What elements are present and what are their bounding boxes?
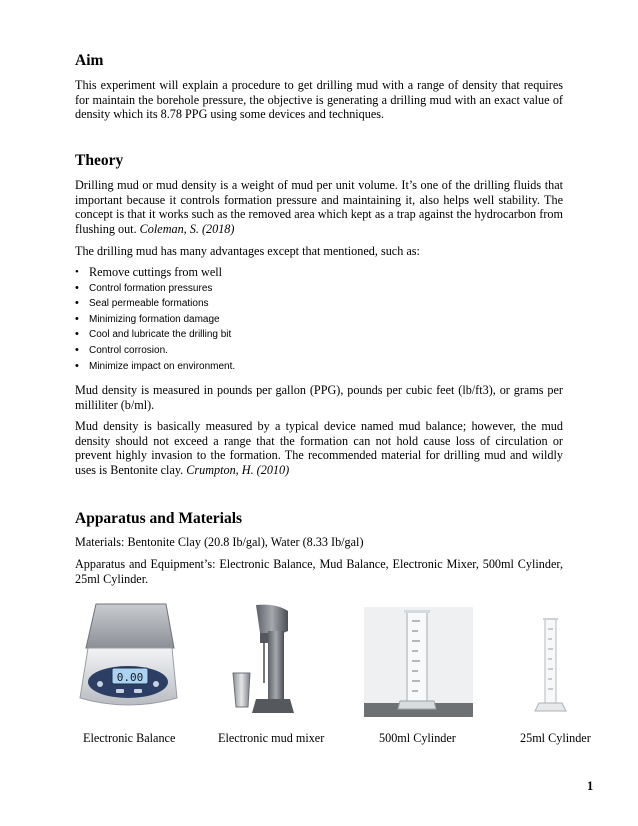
list-item: • Minimize impact on environment.: [75, 359, 563, 375]
advantages-list: [75, 265, 563, 374]
caption-electronic-balance: Electronic Balance: [83, 731, 176, 745]
mud-mixer-image: [230, 603, 296, 715]
list-item: • Control corrosion.: [75, 343, 563, 359]
list-item: • Seal permeable formations: [75, 296, 563, 312]
theory-paragraph-1: Drilling mud or mud density is a weight of mud per unit volume. It’s one of the drilling fluids that important because it controls formation pressure and maintaining it, also helps well stability. The concept is that it works such as the removed area which kept as a trap against the hydrocarbon from flushing out. Coleman, S. (2018): [75, 178, 563, 236]
theory-paragraph-2: The drilling mud has many advantages except that mentioned, such as:: [75, 244, 420, 258]
caption-500ml-cylinder: 500ml Cylinder: [379, 731, 456, 745]
caption-25ml-cylinder: 25ml Cylinder: [520, 731, 591, 745]
citation-coleman: Coleman, S. (2018): [139, 221, 235, 236]
page-number: 1: [587, 779, 594, 793]
equipment-paragraph: Apparatus and Equipment’s: Electronic Balance, Mud Balance, Electronic Mixer, 500ml Cylinder, 25ml Cylinder.: [75, 557, 563, 586]
apparatus-heading: Apparatus and Materials: [75, 510, 243, 527]
citation-crumpton: Crumpton, H. (2010): [186, 462, 290, 477]
caption-mud-mixer: Electronic mud mixer: [218, 731, 325, 745]
materials-paragraph: Materials: Bentonite Clay (20.8 Ib/gal), Water (8.33 Ib/gal): [75, 535, 364, 549]
list-item: • Cool and lubricate the drilling bit: [75, 327, 563, 343]
list-item: • Remove cuttings from well: [75, 265, 563, 281]
aim-paragraph: This experiment will explain a procedure to get drilling mud with a range of density that requires for maintain the borehole pressure, the objective is generating a drilling mud with an exact value of density which its 8.78 PPG using some devices and techniques.: [75, 78, 563, 122]
list-item: • Minimizing formation damage: [75, 312, 563, 328]
cylinder-25ml-image: [530, 615, 572, 715]
balance-display: 0.00: [116, 671, 144, 684]
list-item: • Control formation pressures: [75, 281, 563, 297]
theory-paragraph-4: Mud density is basically measured by a typical device named mud balance; however, the mud density should not exceed a range that the formation can not hold cause loss of circulation or prevent highly invasion to the formation. The recommended material for drilling mud and wildly uses is Bentonite clay. Crumpton, H. (2010): [75, 419, 563, 477]
theory-heading: Theory: [75, 152, 124, 169]
aim-heading: Aim: [75, 52, 104, 69]
electronic-balance-image: [78, 602, 178, 714]
cylinder-500ml-image: [364, 607, 473, 717]
theory-paragraph-3: Mud density is measured in pounds per gallon (PPG), pounds per cubic feet (lb/ft3), or grams per milliliter (b/ml).: [75, 383, 563, 412]
